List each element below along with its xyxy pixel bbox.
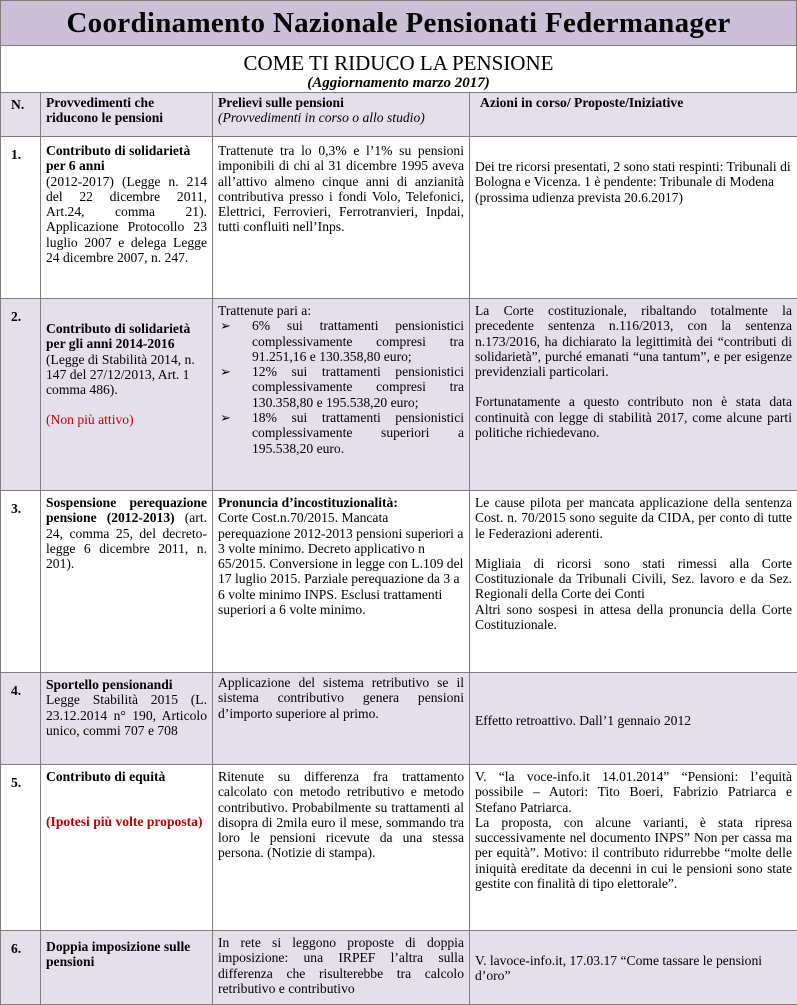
subtitle-banner <box>0 45 797 93</box>
row-provvedimento <box>41 299 213 491</box>
table-header-row <box>1 93 797 137</box>
table-row <box>1 491 797 673</box>
col-header-provvedimenti: Provvedimenti che riducono le pensioni <box>41 93 213 137</box>
row-prelievi: Applicazione del sistema retributivo se il sistema contributivo genera pensioni d’importo superiore al primo. <box>213 673 470 765</box>
row-title: Contributo di equità <box>46 769 207 784</box>
row-provvedimento <box>41 673 213 765</box>
title-banner <box>0 0 797 46</box>
row-azioni-p2: Migliaia di ricorsi sono stati rimessi alla Corte Costituzionale da Tribunali Civili, Sez. lavoro e da Sez. Regionali della Corte dei Conti <box>475 556 792 602</box>
row-detail: (art. 24, comma 25, del decreto-legge 6 dicembre 2011, n. 201). <box>46 510 207 571</box>
row-title: Sportello pensionandi <box>46 677 207 692</box>
row-azioni <box>470 299 797 491</box>
row-detail: (Legge di Stabilità 2014, n. 147 del 27/12/2013, Art. 1 comma 486). <box>46 352 207 398</box>
table-row <box>1 765 797 931</box>
row-number: 5. <box>1 765 41 931</box>
col-header-azioni: Azioni in corso/ Proposte/Iniziative <box>470 93 797 137</box>
row-prelievi-text: Corte Cost.n.70/2015. Mancata perequazione 2012-2013 pensioni superiori a 3 volte minimo. Decreto applicativo n 65/2015. Conversione in legge con L.109 del 17 luglio 2015. Parziale perequazione da 3 a 6 volte minimo INPS. Esclusi trattamenti superiori a 6 volte minimo. <box>218 510 464 617</box>
page-subtitle: COME TI RIDUCO LA PENSIONE <box>1 51 796 75</box>
row-azioni-p3: Altri sono sospesi in attesa della pronuncia della Corte Costituzionale. <box>475 602 792 633</box>
update-note: (Aggiornamento marzo 2017) <box>1 75 796 91</box>
table-row <box>1 137 797 299</box>
row-number: 4. <box>1 673 41 765</box>
arrow-bullet-icon: ➢ <box>220 364 231 379</box>
row-prelievi-title: Pronuncia d’incostituzionalità: <box>218 495 464 510</box>
measures-table <box>0 92 797 1005</box>
row-azioni: V. lavoce-info.it, 17.03.17 “Come tassare le pensioni d’oro” <box>470 931 797 1005</box>
row-number: 6. <box>1 931 41 1005</box>
arrow-bullet-icon: ➢ <box>220 410 231 425</box>
page-title: Coordinamento Nazionale Pensionati Federmanager <box>66 7 730 40</box>
arrow-bullet-icon: ➢ <box>220 318 231 333</box>
row-azioni-p2: Fortunatamente a questo contributo non è stata data continuità con legge di stabilità 2017, come alcune parti politiche richiedevano. <box>475 394 792 440</box>
row-prelievi: Trattenute tra lo 0,3% e l’1% su pensioni imponibili di chi al 31 dicembre 1995 aveva all’attivo almeno cinque anni di anzianità contributiva presso i fondi Volo, Telefonici, Elettrici, Ferrovieri, Ferrotranvieri, Inpdai, tutti confluiti nell’Inps. <box>213 137 470 299</box>
row-detail: Legge Stabilità 2015 (L. 23.12.2014 n° 190, Articolo unico, commi 707 e 708 <box>46 692 207 738</box>
col-header-prelievi <box>213 93 470 137</box>
row-provvedimento <box>41 137 213 299</box>
row-provvedimento: Doppia imposizione sulle pensioni <box>41 931 213 1005</box>
row-prelievi: Ritenute su differenza fra trattamento calcolato con metodo retributivo e metodo contributivo. Probabilmente su trattamenti al disopra di 2mila euro il mese, sommando tra loro le pensioni ricevute da una stessa persona. (Notizie di stampa). <box>213 765 470 931</box>
row-number: 3. <box>1 491 41 673</box>
row-azioni <box>470 491 797 673</box>
col-header-prelievi-sub: (Provvedimenti in corso o allo studio) <box>218 110 464 125</box>
row-azioni-p1: La Corte costituzionale, ribaltando totalmente la precedente sentenza n.116/2013, con la sentenza n.173/2016, ha dichiarato la legittimità dei “contributi di solidarietà”, purché emanati “una tantum”, e per esigenze previdenziali particolari. <box>475 303 792 379</box>
row-azioni-p1: V. “la voce-info.it 14.01.2014” “Pensioni: l’equità possibile – Autori: Tito Boeri, Fabrizio Patriarca e Stefano Patriarca. <box>475 769 792 815</box>
row-title: Sospensione perequazione pensione (2012-2013) <box>46 495 207 525</box>
row-prelievi: In rete si leggono proposte di doppia imposizione: una IRPEF l’altra sulla differenza che risulterebbe tra calcolo retributivo e contributivo <box>213 931 470 1005</box>
row-provvedimento <box>41 491 213 673</box>
table-row <box>1 299 797 491</box>
row-prelievi-intro: Trattenute pari a: <box>218 303 464 318</box>
list-item: ➢ 6% sui trattamenti pensionistici complessivamente compresi tra 91.251,16 e 130.358,80 euro; <box>218 318 464 364</box>
rate-list <box>218 318 464 456</box>
table-row <box>1 673 797 765</box>
row-status: (Non più attivo) <box>46 412 207 427</box>
row-title: Contributo di solidarietà per 6 anni <box>46 143 207 174</box>
row-provvedimento <box>41 765 213 931</box>
row-prelievi <box>213 299 470 491</box>
row-status: (Ipotesi più volte proposta) <box>46 814 207 829</box>
list-item: ➢ 18% sui trattamenti pensionistici complessivamente superiori a 195.538,20 euro. <box>218 410 464 456</box>
col-header-prelievi-title: Prelievi sulle pensioni <box>218 95 464 110</box>
table-row <box>1 931 797 1005</box>
col-header-num: N. <box>1 93 41 137</box>
row-prelievi <box>213 491 470 673</box>
row-number: 2. <box>1 299 41 491</box>
row-azioni <box>470 765 797 931</box>
list-item: ➢ 12% sui trattamenti pensionistici complessivamente compresi tra 130.358,80 e 195.538,20 euro; <box>218 364 464 410</box>
row-azioni: Effetto retroattivo. Dall’1 gennaio 2012 <box>470 673 797 765</box>
row-azioni-p2: La proposta, con alcune varianti, è stata ripresa successivamente nel documento INPS” Non per cassa ma per equità”. Motivo: il contributo ridurrebbe “molte delle iniquità ereditate da decenni in cui le pensioni sono state gestite con finalità di tipo elettorale”. <box>475 815 792 891</box>
row-azioni: Dei tre ricorsi presentati, 2 sono stati respinti: Tribunali di Bologna e Vicenza. 1 è pendente: Tribunale di Modena (prossima udienza prevista 20.6.2017) <box>470 137 797 299</box>
row-number: 1. <box>1 137 41 299</box>
row-title: Contributo di solidarietà per gli anni 2014-2016 <box>46 321 207 352</box>
row-detail: (2012-2017) (Legge n. 214 del 22 dicembre 2011, Art.24, comma 21). Applicazione Protocollo 23 luglio 2007 e delega Legge 24 dicembre 2007, n. 247. <box>46 174 207 266</box>
row-azioni-p1: Le cause pilota per mancata applicazione della sentenza Cost. n. 70/2015 sono seguite da CIDA, per conto di tutte le Federazioni aderenti. <box>475 495 792 541</box>
